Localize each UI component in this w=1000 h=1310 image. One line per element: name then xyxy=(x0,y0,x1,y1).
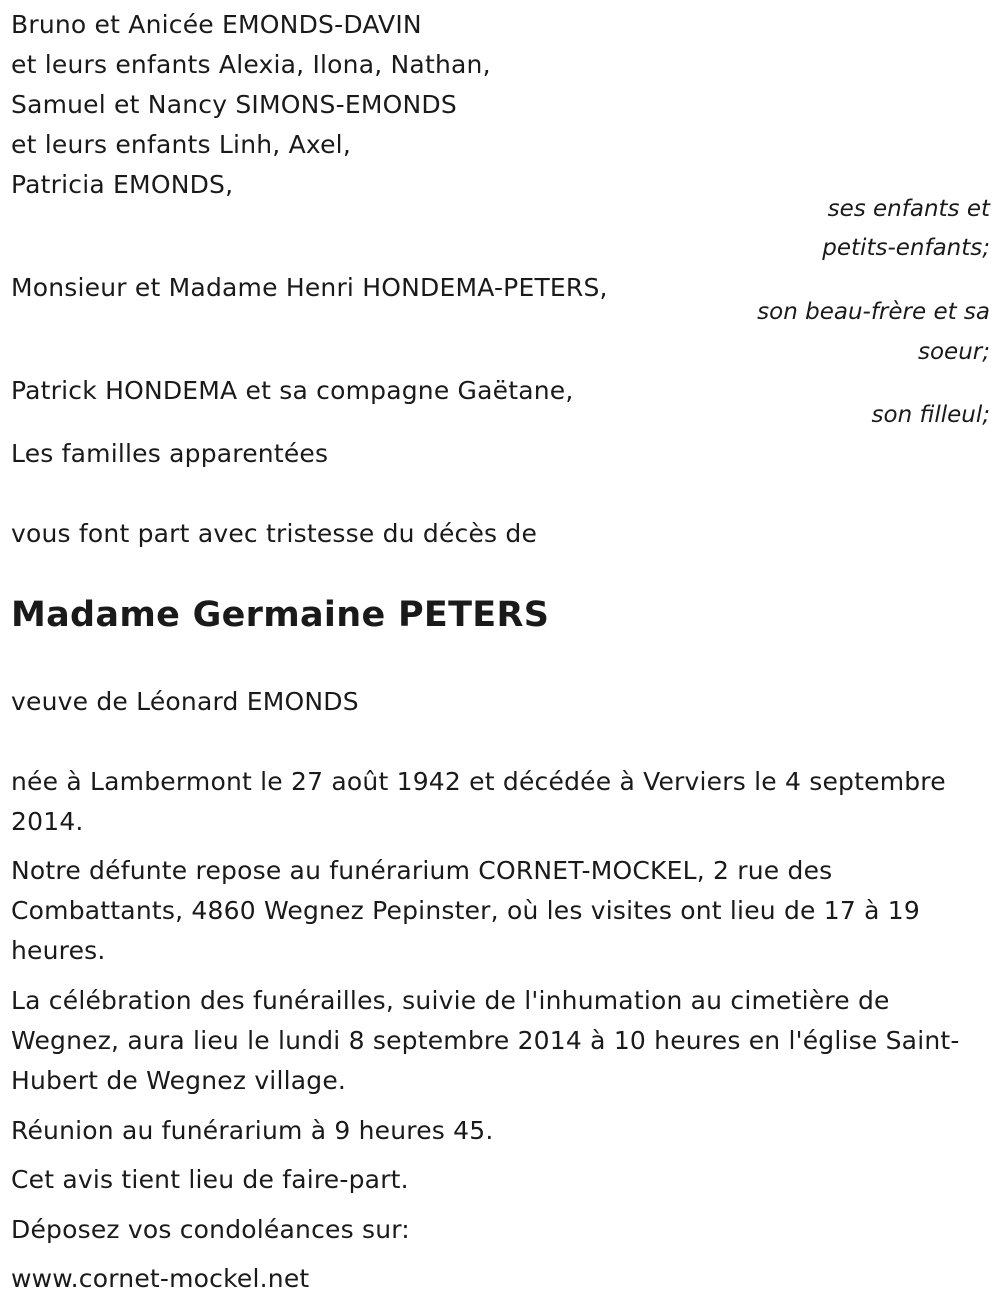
website-link[interactable]: www.cornet-mockel.net xyxy=(11,1264,310,1293)
birth-death-line-2: 2014. xyxy=(11,807,84,836)
repose-paragraph xyxy=(11,851,991,971)
ceremony-paragraph xyxy=(11,981,991,1101)
deceased-name: Madame Germaine PETERS xyxy=(11,595,550,635)
ceremony-line-1: La célébration des funérailles, suivie de l'inhumation au cimetière de xyxy=(11,986,890,1015)
relation-godson: son filleul; xyxy=(871,402,990,428)
widow-of-text: veuve de Léonard EMONDS xyxy=(11,687,359,716)
announcement-text: vous font part avec tristesse du décès de xyxy=(11,519,538,548)
family-line-7: Patrick HONDEMA et sa compagne Gaëtane, xyxy=(11,376,574,405)
repose-line-3: heures. xyxy=(11,936,106,965)
ceremony-line-2: Wegnez, aura lieu le lundi 8 septembre 2014 à 10 heures en l'église Saint- xyxy=(11,1026,960,1055)
family-line-6: Monsieur et Madame Henri HONDEMA-PETERS, xyxy=(11,273,608,302)
ceremony-line-3: Hubert de Wegnez village. xyxy=(11,1066,347,1095)
family-line-8: Les familles apparentées xyxy=(11,439,329,468)
birth-death-line-1: née à Lambermont le 27 août 1942 et décédée à Verviers le 4 septembre xyxy=(11,767,946,796)
repose-line-2: Combattants, 4860 Wegnez Pepinster, où les visites ont lieu de 17 à 19 xyxy=(11,896,920,925)
relation-children-2: petits-enfants; xyxy=(822,235,990,261)
repose-line-1: Notre défunte repose au funérarium CORNET-MOCKEL, 2 rue des xyxy=(11,856,833,885)
notice-text: Cet avis tient lieu de faire-part. xyxy=(11,1165,409,1194)
condolences-label: Déposez vos condoléances sur: xyxy=(11,1215,410,1244)
family-line-4: et leurs enfants Linh, Axel, xyxy=(11,130,351,159)
family-line-2: et leurs enfants Alexia, Ilona, Nathan, xyxy=(11,50,491,79)
family-line-3: Samuel et Nancy SIMONS-EMONDS xyxy=(11,90,457,119)
relation-sibling-2: soeur; xyxy=(918,339,990,365)
meeting-text: Réunion au funérarium à 9 heures 45. xyxy=(11,1116,494,1145)
family-line-1: Bruno et Anicée EMONDS-DAVIN xyxy=(11,10,422,39)
birth-death-paragraph xyxy=(11,762,991,842)
family-line-5: Patricia EMONDS, xyxy=(11,170,234,199)
relation-children-1: ses enfants et xyxy=(827,196,990,222)
relation-sibling-1: son beau-frère et sa xyxy=(757,299,990,325)
